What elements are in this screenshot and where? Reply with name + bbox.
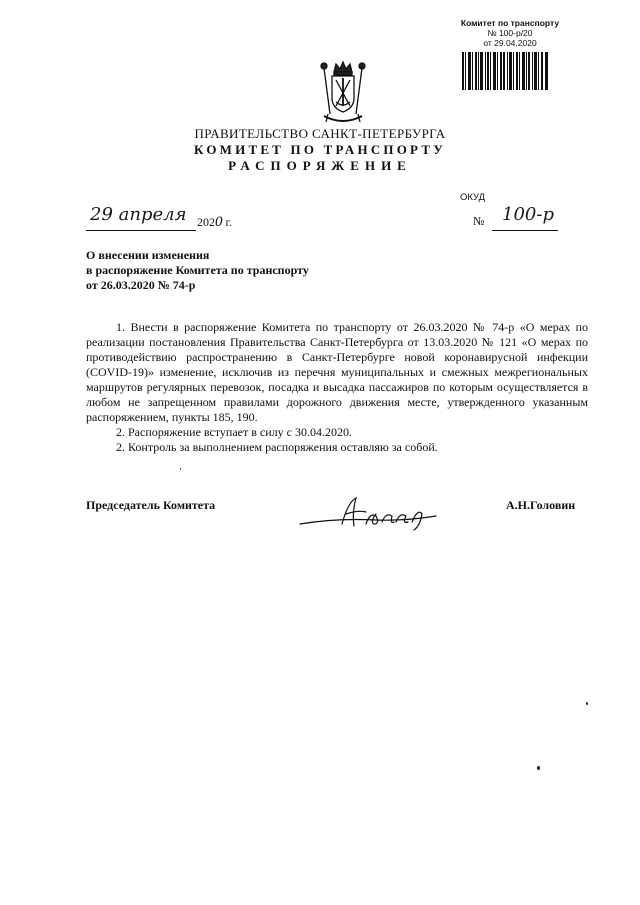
body-item-2: 2. Распоряжение вступает в силу с 30.04.2020. <box>116 425 352 439</box>
stamp-date: от 29.04.2020 <box>483 38 537 48</box>
government-title: ПРАВИТЕЛЬСТВО САНКТ-ПЕТЕРБУРГА <box>194 126 446 141</box>
stamp-number: № 100-р/20 <box>487 28 533 38</box>
document-body <box>86 320 588 455</box>
scan-speck <box>586 702 588 705</box>
handwritten-signature <box>296 494 446 534</box>
subject-line: в распоряжение Комитета по транспорту <box>86 263 309 277</box>
document-type: РАСПОРЯЖЕНИЕ <box>228 158 412 173</box>
date-handwritten: 29 апреля <box>90 204 187 225</box>
coat-of-arms-icon <box>310 58 376 128</box>
body-item-3: 2. Контроль за выполнением распоряжения оставляю за собой. <box>116 440 438 454</box>
subject-line: О внесении изменения <box>86 248 210 262</box>
scan-speck <box>537 766 540 770</box>
number-prefix: № <box>473 214 485 228</box>
subject-line: от 26.03.2020 № 74-р <box>86 278 196 292</box>
stamp-committee: Комитет по транспорту <box>460 18 560 28</box>
okud-label: ОКУД <box>460 192 486 203</box>
year-unit: г. <box>225 215 233 229</box>
barcode-icon <box>462 52 548 90</box>
date-year <box>197 214 232 231</box>
scan-speck <box>180 468 181 470</box>
registration-stamp <box>446 18 574 48</box>
document-subject <box>86 248 309 293</box>
signatory-title: Председатель Комитета <box>86 498 216 512</box>
committee-title: КОМИТЕТ ПО ТРАНСПОРТУ <box>194 142 446 157</box>
body-item-1: 1. Внести в распоряжение Комитета по транспорту от 26.03.2020 № 74-р «О мерах по реализации постановления Правительства Санкт-Петербурга от 13.03.2020 № 121 «О мерах по противодействию распространению в Санкт-Петербурге новой коронавирусной инфекции (COVID-19)» изменение, исключив из перечня муниципальных и смежных межрегиональных маршрутов регулярных перевозок, посадка и высадка пассажиров по которым осуществляется в любом не запрещенном правилами дорожного движения месте, утвержденного указанным распоряжением, пункты 185, 190. <box>86 320 588 424</box>
year-handwritten: 0 <box>215 214 223 230</box>
signatory-name: А.Н.Головин <box>506 498 576 512</box>
number-handwritten: 100-р <box>502 204 554 225</box>
year-printed: 202 <box>197 215 215 229</box>
